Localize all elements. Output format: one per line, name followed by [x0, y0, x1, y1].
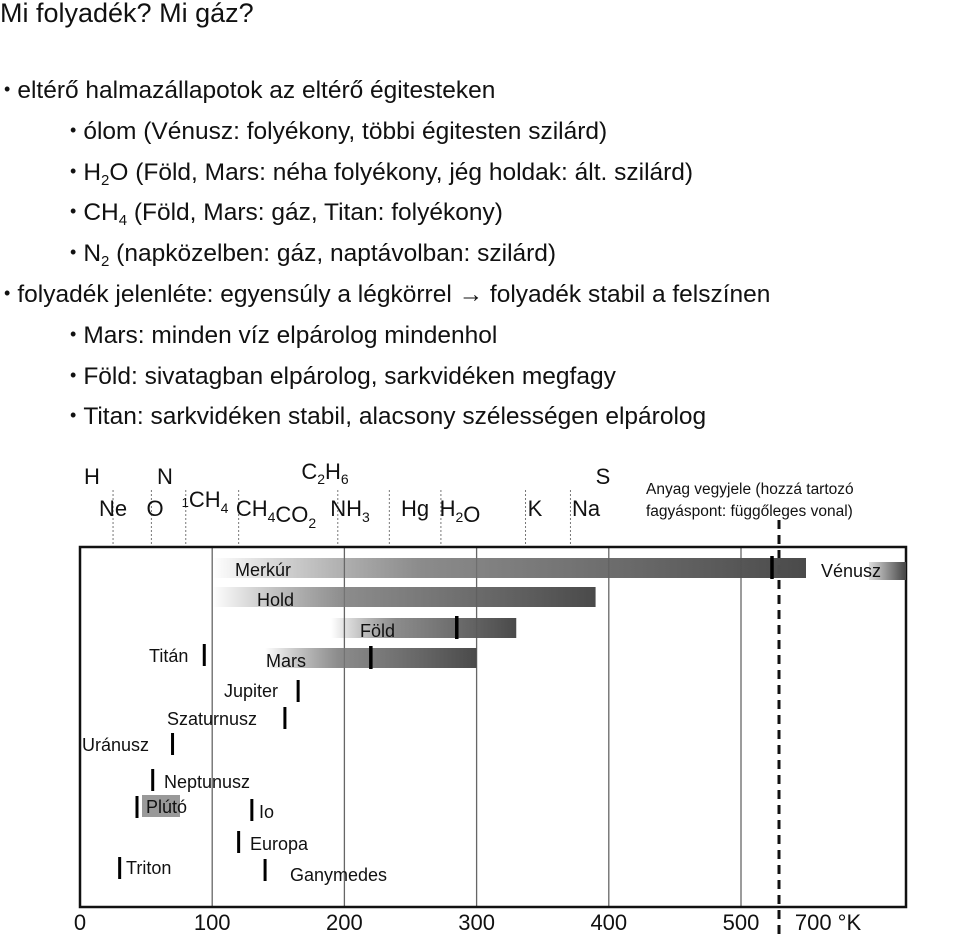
- bullet-dot: •: [70, 201, 77, 222]
- legend-text: fagyáspont: függőleges vonal): [646, 503, 853, 520]
- substance-label: $C_2H_6$: [301, 459, 349, 487]
- body-label: Triton: [126, 858, 172, 878]
- substance-label: Hg: [400, 496, 430, 521]
- body-label: Föld: [360, 621, 396, 641]
- body-label: Merkúr: [235, 560, 292, 580]
- bullet-text: folyadék jelenléte: egyensúly a légkörrel → folyadék stabil a felszínen: [17, 281, 771, 308]
- bullet-item: [4, 76, 495, 107]
- bullet-item: [70, 158, 693, 196]
- bullet-text: O (Föld, Mars: néha folyékony, jég holdak: ált. szilárd): [109, 158, 694, 186]
- bullet-item: [4, 280, 770, 311]
- substance-label: $NH_3$: [330, 496, 370, 525]
- bullet-dot: •: [70, 323, 77, 344]
- substance-label: K: [527, 496, 543, 521]
- bullet-text: Mars: minden víz elpárolog mindenhol: [83, 321, 498, 349]
- bullet-text: H: [83, 158, 102, 186]
- body-label: Neptunusz: [164, 772, 251, 792]
- x-tick-label: 300: [458, 910, 495, 935]
- bullet-text: ólom (Vénusz: folyékony, többi égitesten szilárd): [83, 117, 608, 145]
- bullet-text: Titan: sarkvidéken stabil, alacsony szélességen elpárolog: [83, 403, 707, 431]
- substance-label: S: [595, 464, 611, 489]
- bullet-dot: •: [70, 364, 77, 385]
- x-tick-label: 0: [73, 910, 87, 935]
- bullet-text: eltérő halmazállapotok az eltérő égitesteken: [17, 77, 496, 104]
- bar-föld: [331, 618, 516, 638]
- body-label: Io: [259, 802, 275, 822]
- substance-label: $H_2O$: [439, 496, 481, 527]
- bullet-text: 2: [101, 171, 110, 189]
- x-tick-label: 400: [590, 910, 628, 935]
- substance-label: $CH_4CO_2$: [235, 496, 317, 531]
- slide-title: Mi folyadék? Mi gáz?: [0, 0, 254, 28]
- substance-label: O: [146, 496, 164, 521]
- substance-label: N: [157, 464, 173, 489]
- x-tick-label: 500: [722, 910, 760, 935]
- substance-label: Ne: [98, 496, 128, 521]
- body-label: Uránusz: [82, 735, 150, 755]
- body-label: Vénusz: [821, 561, 882, 581]
- x-tick-label: 700 °K: [794, 910, 862, 935]
- body-label: Ganymedes: [290, 865, 388, 885]
- bullet-item: [70, 402, 706, 433]
- bullet-text: 2: [101, 253, 110, 271]
- chart-labels: [74, 459, 881, 935]
- bullet-item: [70, 321, 497, 352]
- bullet-dot: •: [70, 160, 77, 181]
- bullet-item: [70, 239, 556, 277]
- body-label: Europa: [250, 834, 309, 854]
- body-label: Titán: [149, 646, 189, 666]
- legend-text: Anyag vegyjele (hozzá tartozó: [646, 481, 854, 498]
- planet-temperature-chart: [0, 450, 960, 940]
- bullet-text: (napközelben: gáz, naptávolban: szilárd): [109, 240, 557, 268]
- body-label: Hold: [257, 590, 295, 610]
- substance-label: $^1CH_4$: [181, 487, 229, 516]
- x-tick-label: 100: [193, 910, 231, 935]
- bullet-dot: •: [70, 119, 77, 140]
- bullet-text: 4: [118, 212, 128, 230]
- bullet-dot: •: [70, 405, 77, 426]
- substance-label: Na: [571, 496, 601, 521]
- bullet-dot: •: [4, 79, 11, 99]
- body-label: Mars: [266, 651, 306, 671]
- bullet-item: [70, 362, 616, 393]
- bullet-item: [70, 198, 503, 236]
- bullet-text: (Föld, Mars: gáz, Titan: folyékony): [127, 199, 503, 227]
- bullet-item: [70, 117, 607, 148]
- body-label: Szaturnusz: [167, 709, 258, 729]
- bullet-text: N: [83, 240, 102, 268]
- bullet-dot: •: [4, 283, 11, 303]
- x-tick-label: 200: [326, 910, 363, 935]
- body-label: Plútó: [146, 797, 188, 817]
- bar-merkúr: [212, 558, 806, 578]
- body-label: Jupiter: [224, 681, 279, 701]
- bullet-text: Föld: sivatagban elpárolog, sarkvidéken megfagy: [83, 362, 616, 390]
- bullet-dot: •: [70, 242, 77, 263]
- bullet-text: CH: [83, 199, 119, 227]
- substance-label: H: [84, 464, 100, 489]
